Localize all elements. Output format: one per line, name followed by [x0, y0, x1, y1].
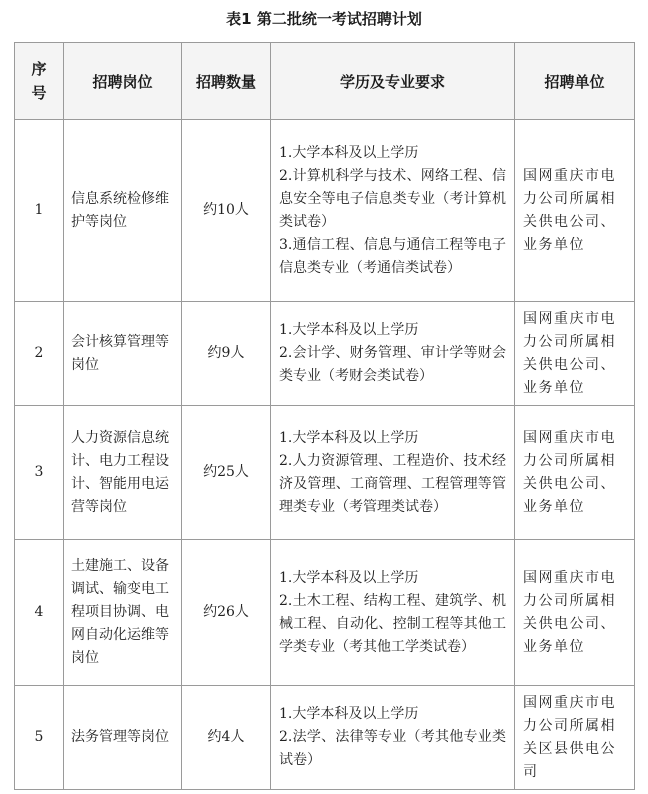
row-requirements: [271, 406, 515, 540]
requirement-line: 2.土木工程、结构工程、建筑学、机械工程、自动化、控制工程等其他工学类专业（考其他工学类试卷）: [279, 592, 506, 655]
requirement-line: 1.大学本科及以上学历: [279, 322, 419, 338]
table-header-row: [15, 43, 635, 120]
header-index-label: 序号: [31, 60, 47, 102]
requirement-line: 1.大学本科及以上学历: [279, 144, 419, 161]
row-unit: 国网重庆市电力公司所属相关供电公司、业务单位: [515, 120, 635, 302]
row-quantity: 约26人: [182, 540, 271, 686]
requirement-line: 2.人力资源管理、工程造价、技术经济及管理、工商管理、工程管理等管理类专业（考管理类试卷）: [279, 452, 506, 515]
header-index: [15, 43, 64, 120]
row-quantity: 约10人: [182, 120, 271, 302]
row-requirements: [271, 302, 515, 406]
requirement-line: 3.通信工程、信息与通信工程等电子信息类专业（考通信类试卷）: [279, 236, 506, 276]
row-index: 2: [15, 302, 64, 406]
row-requirements: [271, 686, 515, 790]
header-unit: 招聘单位: [515, 43, 635, 120]
table-row: [15, 302, 635, 406]
requirement-line: 1.大学本科及以上学历: [279, 429, 419, 446]
requirement-line: 2.会计学、财务管理、审计学等财会类专业（考财会类试卷）: [279, 345, 506, 384]
row-index: 3: [15, 406, 64, 540]
row-position: 会计核算管理等岗位: [64, 302, 182, 406]
row-quantity: 约25人: [182, 406, 271, 540]
row-position: 人力资源信息统计、电力工程设计、智能用电运营等岗位: [64, 406, 182, 540]
requirement-line: 1.大学本科及以上学历: [279, 569, 419, 586]
recruitment-plan-table: [14, 42, 635, 790]
table-row: [15, 120, 635, 302]
requirement-line: 1.大学本科及以上学历: [279, 706, 419, 722]
row-requirements: [271, 540, 515, 686]
header-quantity: 招聘数量: [182, 43, 271, 120]
row-quantity: 约4人: [182, 686, 271, 790]
table-title: 表1 第二批统一考试招聘计划: [226, 10, 422, 28]
row-position: 土建施工、设备调试、输变电工程项目协调、电网自动化运维等岗位: [64, 540, 182, 686]
row-index: 4: [15, 540, 64, 686]
row-position: 法务管理等岗位: [64, 686, 182, 790]
header-position: 招聘岗位: [64, 43, 182, 120]
row-requirements: [271, 120, 515, 302]
row-unit: 国网重庆市电力公司所属相关供电公司、业务单位: [515, 302, 635, 406]
row-index: 1: [15, 120, 64, 302]
row-unit: 国网重庆市电力公司所属相关供电公司、业务单位: [515, 540, 635, 686]
table-row: [15, 540, 635, 686]
row-index: 5: [15, 686, 64, 790]
row-unit: 国网重庆市电力公司所属相关供电公司、业务单位: [515, 406, 635, 540]
row-quantity: 约9人: [182, 302, 271, 406]
row-unit: 国网重庆市电力公司所属相关区县供电公司: [515, 686, 635, 790]
table-row: [15, 686, 635, 790]
requirement-line: 2.法学、法律等专业（考其他专业类试卷）: [279, 729, 506, 768]
header-requirements: 学历及专业要求: [271, 43, 515, 120]
requirement-line: 2.计算机科学与技术、网络工程、信息安全等电子信息类专业（考计算机类试卷）: [279, 167, 506, 230]
row-position: 信息系统检修维护等岗位: [64, 120, 182, 302]
table-row: [15, 406, 635, 540]
